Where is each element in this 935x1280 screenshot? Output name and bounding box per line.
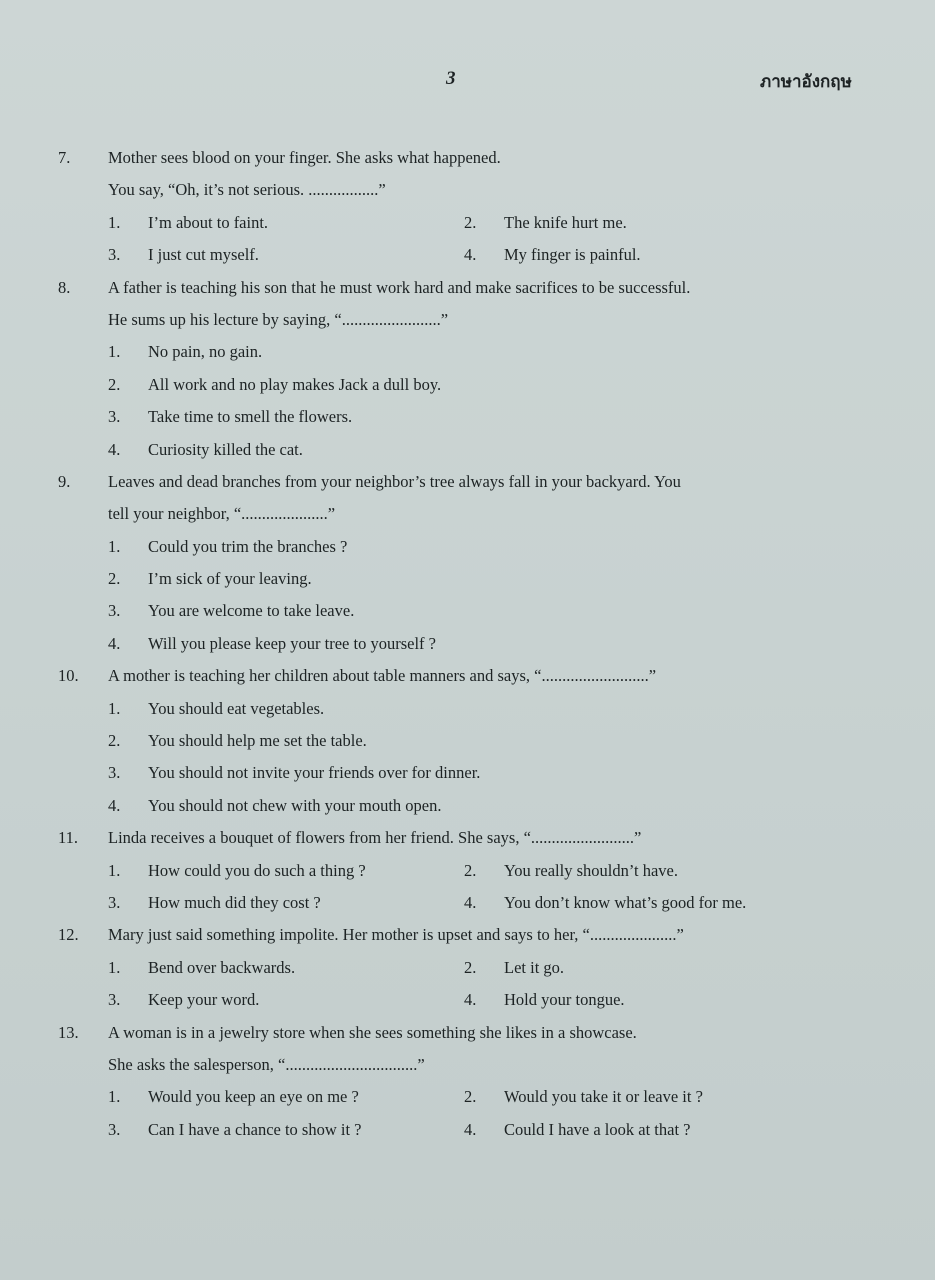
- option-row: [0, 693, 935, 725]
- option-number: 1.: [108, 342, 121, 362]
- option-text: You are welcome to take leave.: [148, 601, 355, 621]
- option-text: Hold your tongue.: [504, 990, 625, 1010]
- option-text: You really shouldn’t have.: [504, 860, 679, 880]
- question-text-line: [0, 142, 935, 174]
- question-text-line: [0, 822, 935, 854]
- option-text: I just cut myself.: [148, 245, 259, 265]
- option-row: [0, 1081, 935, 1113]
- option-number: 1.: [108, 212, 121, 232]
- option-text: My finger is painful.: [504, 245, 641, 265]
- option-row: [0, 595, 935, 627]
- option-number: 4.: [464, 990, 477, 1010]
- question-number: 12.: [58, 925, 79, 945]
- option-text: No pain, no gain.: [148, 342, 263, 362]
- page-number: 3: [446, 68, 456, 89]
- question-7: [0, 142, 935, 272]
- option-number: 3.: [108, 1119, 121, 1139]
- option-text: Let it go.: [504, 957, 565, 977]
- option-row: [0, 336, 935, 368]
- option-text: How much did they cost ?: [148, 892, 321, 912]
- question-number: 9.: [58, 471, 71, 491]
- option-number: 1.: [108, 860, 121, 880]
- question-text: Leaves and dead branches from your neighbor’s tree always fall in your backyard. You: [108, 471, 681, 491]
- option-text: You should eat vegetables.: [148, 698, 325, 718]
- question-text-line: [0, 919, 935, 951]
- question-text-line: [0, 498, 935, 530]
- option-text: Bend over backwards.: [148, 957, 296, 977]
- option-text: You should not invite your friends over for dinner.: [148, 763, 481, 783]
- option-number: 4.: [108, 439, 121, 459]
- question-text-line: [0, 304, 935, 336]
- option-number: 3.: [108, 990, 121, 1010]
- question-text: He sums up his lecture by saying, “........................”: [108, 309, 449, 329]
- option-text: How could you do such a thing ?: [148, 860, 366, 880]
- question-text-line: [0, 174, 935, 206]
- option-text: Keep your word.: [148, 990, 260, 1010]
- option-text: Take time to smell the flowers.: [148, 407, 353, 427]
- question-8: [0, 272, 935, 466]
- question-text-line: [0, 1017, 935, 1049]
- option-number: 3.: [108, 763, 121, 783]
- question-text: Linda receives a bouquet of flowers from her friend. She says, “.........................”: [108, 828, 642, 848]
- option-row: [0, 563, 935, 595]
- option-number: 1.: [108, 957, 121, 977]
- option-number: 1.: [108, 698, 121, 718]
- option-number: 2.: [464, 212, 477, 232]
- question-text: She asks the salesperson, “................................”: [108, 1054, 425, 1074]
- question-number: 10.: [58, 666, 79, 686]
- option-row: [0, 531, 935, 563]
- question-text: tell your neighbor, “.....................”: [108, 504, 336, 524]
- option-text: Would you take it or leave it ?: [504, 1087, 703, 1107]
- option-number: 3.: [108, 407, 121, 427]
- question-number: 7.: [58, 148, 71, 167]
- option-number: 3.: [108, 245, 121, 265]
- question-9: [0, 466, 935, 660]
- question-text: Mother sees blood on your finger. She asks what happened.: [108, 148, 501, 167]
- question-13: [0, 1017, 935, 1147]
- option-row: [0, 401, 935, 433]
- option-number: 1.: [108, 1087, 121, 1107]
- option-number: 2.: [464, 957, 477, 977]
- option-number: 4.: [108, 633, 121, 653]
- subject-title: ภาษาอังกฤษ: [760, 72, 852, 92]
- option-number: 4.: [464, 1119, 477, 1139]
- option-row: [0, 239, 935, 271]
- option-row: [0, 984, 935, 1016]
- question-text-line: [0, 660, 935, 692]
- option-text: The knife hurt me.: [504, 212, 627, 232]
- option-number: 3.: [108, 601, 121, 621]
- option-text: Curiosity killed the cat.: [148, 439, 303, 459]
- question-number: 11.: [58, 828, 79, 848]
- option-row: [0, 952, 935, 984]
- option-text: You should help me set the table.: [148, 731, 367, 751]
- option-number: 2.: [108, 731, 121, 751]
- option-text: You should not chew with your mouth open.: [148, 795, 442, 815]
- option-row: [0, 725, 935, 757]
- option-text: Would you keep an eye on me ?: [148, 1087, 359, 1107]
- option-number: 4.: [464, 892, 477, 912]
- option-number: 4.: [464, 245, 477, 265]
- option-row: [0, 887, 935, 919]
- question-number: 13.: [58, 1022, 79, 1042]
- option-row: [0, 790, 935, 822]
- option-text: Can I have a chance to show it ?: [148, 1119, 362, 1139]
- option-row: [0, 369, 935, 401]
- option-number: 2.: [464, 1087, 477, 1107]
- page-header: [0, 68, 935, 98]
- question-text: Mary just said something impolite. Her mother is upset and says to her, “.....................”: [108, 925, 684, 945]
- question-text: A mother is teaching her children about table manners and says, “..........................”: [108, 666, 657, 686]
- question-12: [0, 919, 935, 1016]
- question-text: A father is teaching his son that he must work hard and make sacrifices to be successful.: [108, 277, 691, 297]
- option-row: [0, 757, 935, 789]
- option-row: [0, 434, 935, 466]
- question-text: You say, “Oh, it’s not serious. .................”: [108, 180, 386, 200]
- question-number: 8.: [58, 277, 71, 297]
- option-text: Could I have a look at that ?: [504, 1119, 691, 1139]
- option-row: [0, 1114, 935, 1146]
- option-text: You don’t know what’s good for me.: [504, 892, 747, 912]
- question-10: [0, 660, 935, 822]
- option-text: Could you trim the branches ?: [148, 536, 348, 556]
- option-number: 2.: [108, 374, 121, 394]
- option-number: 1.: [108, 536, 121, 556]
- question-11: [0, 822, 935, 919]
- question-text: A woman is in a jewelry store when she sees something she likes in a showcase.: [108, 1022, 637, 1042]
- option-number: 2.: [464, 860, 477, 880]
- question-text-line: [0, 466, 935, 498]
- option-row: [0, 207, 935, 239]
- option-text: I’m sick of your leaving.: [148, 569, 312, 589]
- option-row: [0, 628, 935, 660]
- option-number: 2.: [108, 569, 121, 589]
- option-text: All work and no play makes Jack a dull boy.: [148, 374, 442, 394]
- question-text-line: [0, 272, 935, 304]
- question-list: [0, 142, 935, 1146]
- option-text: I’m about to faint.: [148, 212, 269, 232]
- option-row: [0, 855, 935, 887]
- option-number: 3.: [108, 892, 121, 912]
- question-text-line: [0, 1049, 935, 1081]
- option-number: 4.: [108, 795, 121, 815]
- option-text: Will you please keep your tree to yourself ?: [148, 633, 436, 653]
